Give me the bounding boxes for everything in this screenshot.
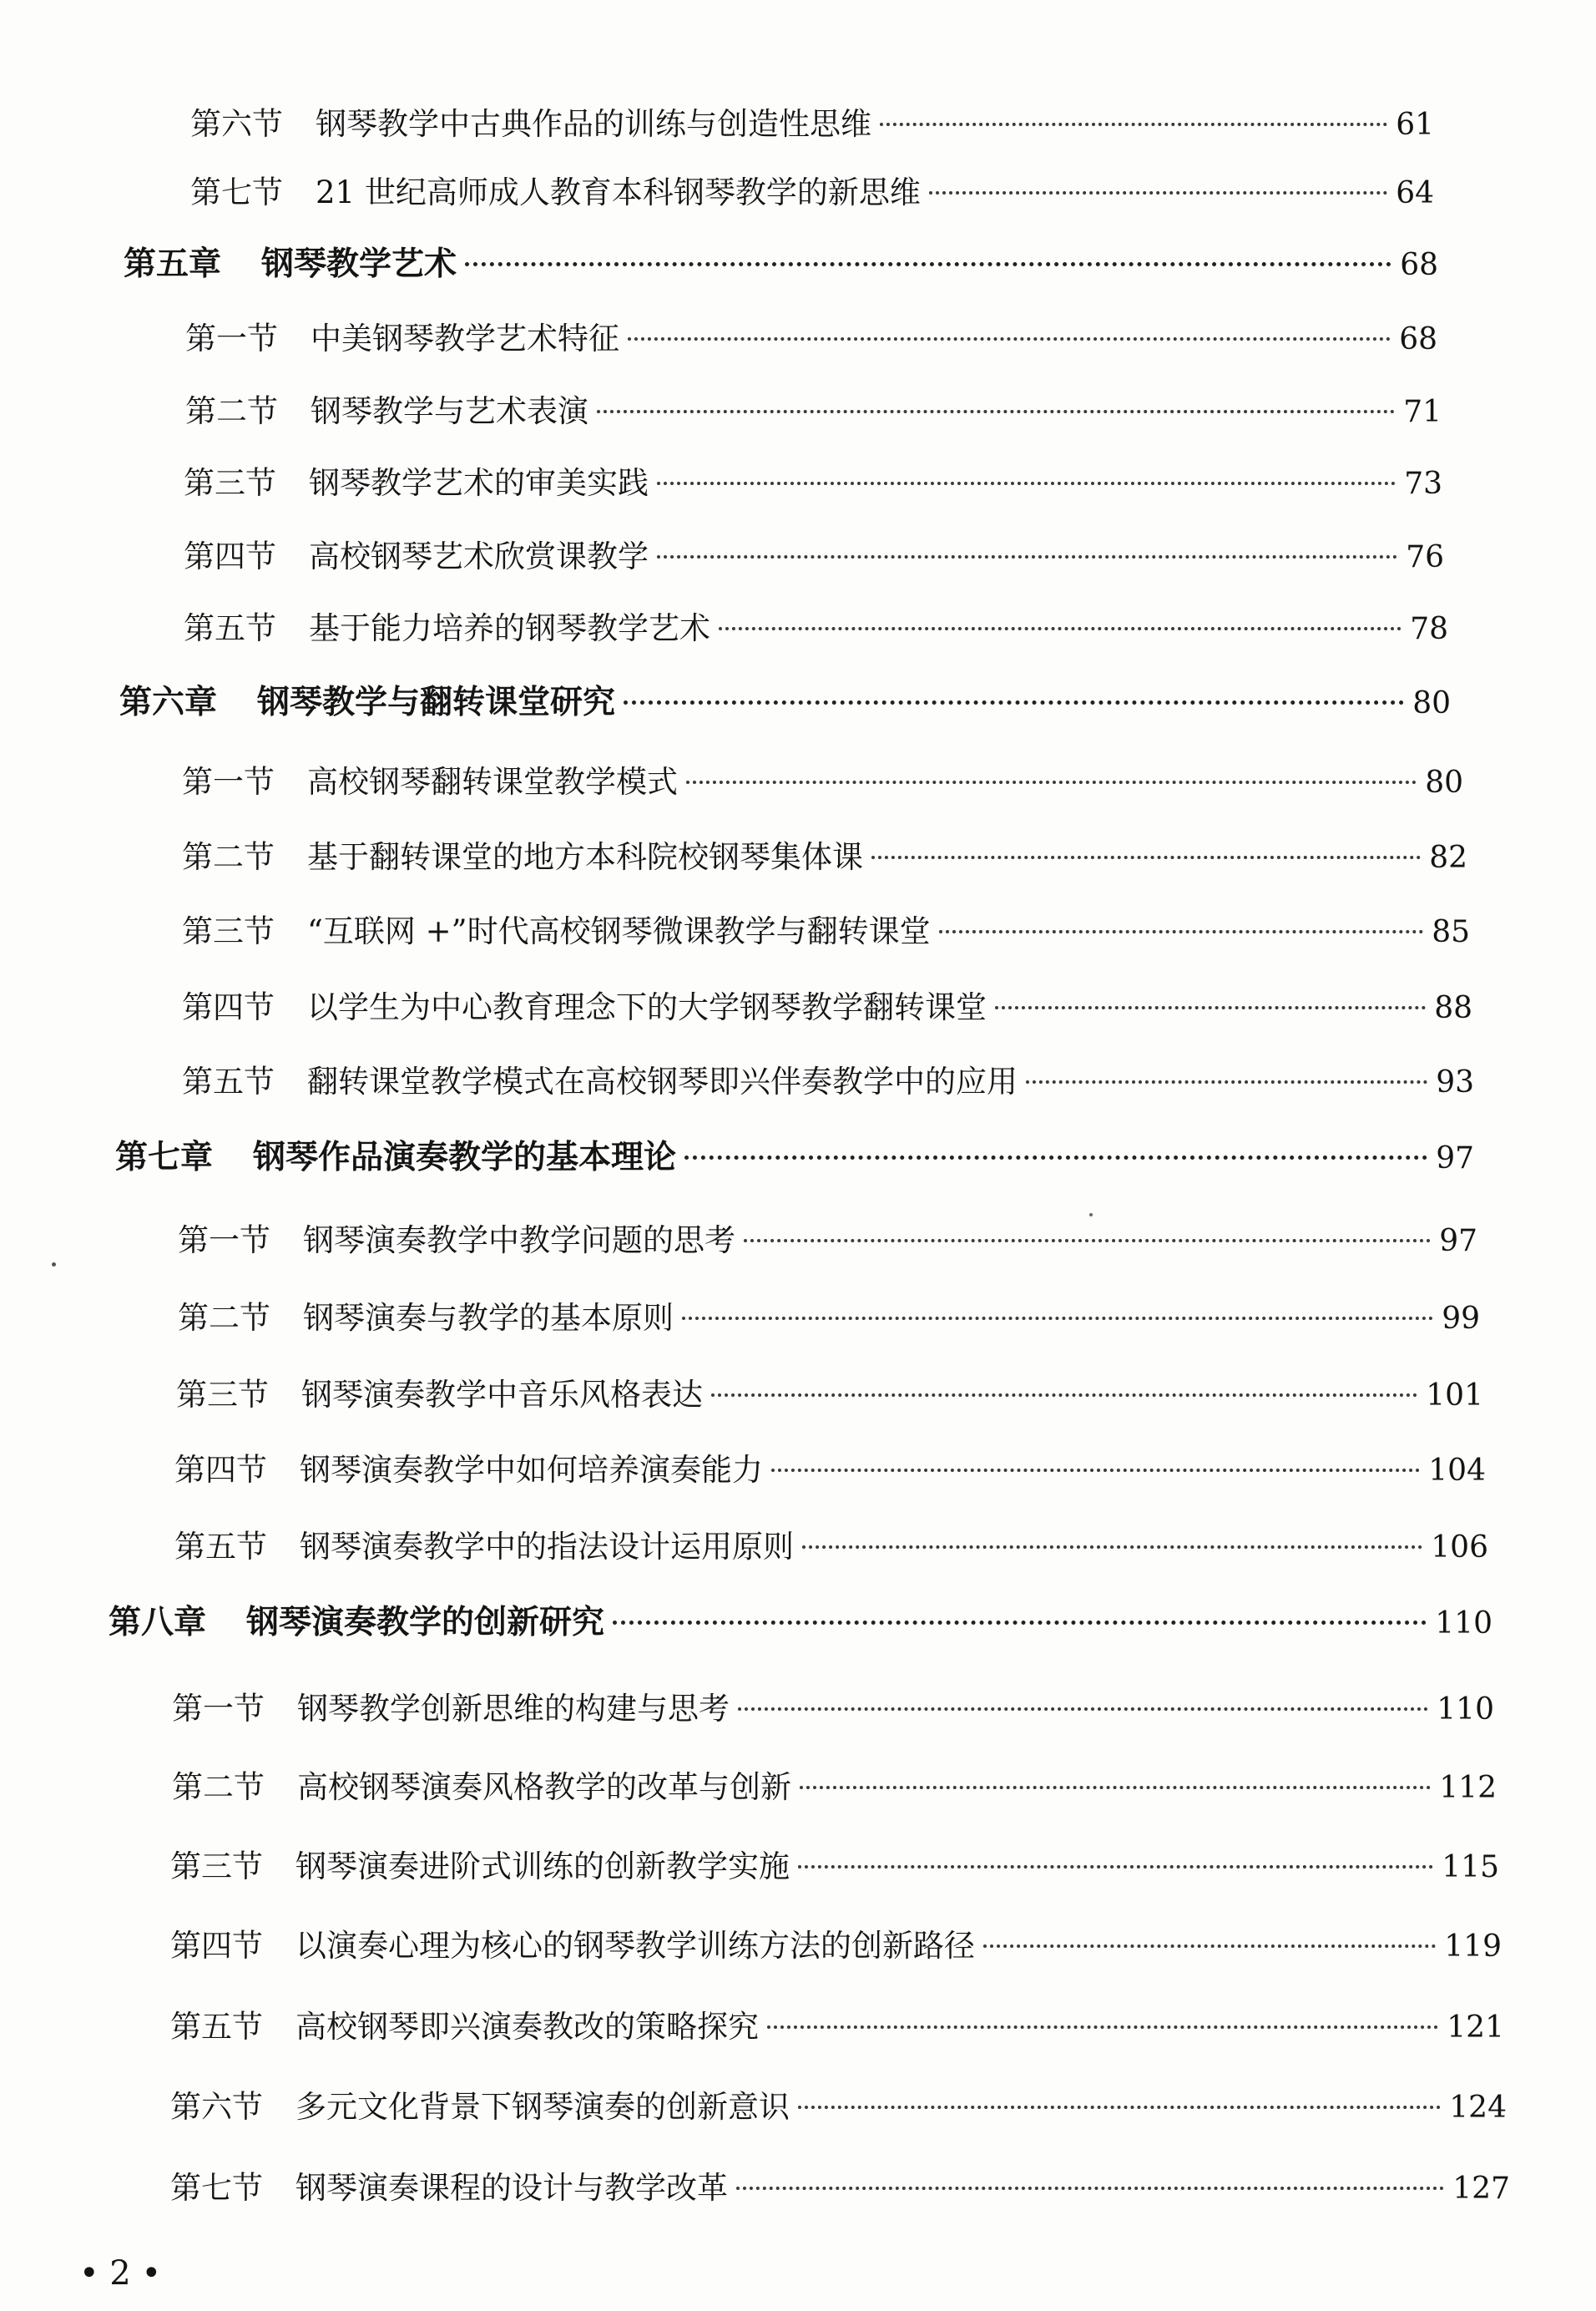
- toc-entry-section: [170, 2001, 1504, 2046]
- dot-leader: [767, 2025, 1438, 2029]
- toc-entry-title: 基于翻转课堂的地方本科院校钢琴集体课: [307, 839, 863, 875]
- toc-entry-page: 124: [1449, 2091, 1507, 2125]
- toc-entry-chapter: [119, 676, 1451, 723]
- scan-speck: [1089, 1213, 1093, 1216]
- dot-leader: [1026, 1080, 1427, 1084]
- toc-entry-label: 第四节: [184, 539, 276, 574]
- toc-entry-page: 68: [1399, 322, 1437, 357]
- toc-entry-section: [174, 1521, 1488, 1566]
- toc-entry-title: 钢琴演奏教学中的指法设计运用原则: [300, 1529, 794, 1565]
- toc-entry-page: 106: [1431, 1530, 1488, 1565]
- toc-entry-label: 第四节: [182, 989, 275, 1025]
- toc-entry-page: 101: [1426, 1378, 1483, 1413]
- dot-leader: [798, 1865, 1433, 1869]
- toc-entry-label: 第二节: [185, 393, 278, 429]
- toc-entry-label: 第八章: [109, 1604, 207, 1641]
- toc-entry-section: [170, 1920, 1502, 1965]
- dot-leader: [771, 1469, 1420, 1472]
- toc-entry-label: 第一节: [185, 321, 278, 357]
- toc-entry-label: 第七章: [115, 1139, 214, 1176]
- page-number: • 2 •: [79, 2254, 162, 2293]
- toc-entry-title: 钢琴教学艺术的审美实践: [309, 465, 649, 501]
- dot-leader: [744, 1239, 1431, 1242]
- toc-entry-page: 127: [1452, 2172, 1510, 2206]
- toc-entry-label: 第五节: [184, 610, 276, 646]
- dot-leader: [983, 1944, 1436, 1948]
- toc-entry-page: 68: [1400, 248, 1438, 282]
- dot-leader: [871, 856, 1421, 859]
- toc-entry-page: 93: [1436, 1065, 1474, 1100]
- toc-entry-page: 61: [1396, 108, 1434, 142]
- toc-entry-section: [190, 167, 1434, 212]
- toc-entry-page: 119: [1444, 1929, 1502, 1964]
- toc-entry-title: 高校钢琴翻转课堂教学模式: [307, 764, 678, 800]
- toc-entry-title: 翻转课堂教学模式在高校钢琴即兴伴奏教学中的应用: [307, 1064, 1018, 1100]
- dot-leader: [684, 1156, 1427, 1160]
- toc-entry-label: 第三节: [184, 465, 276, 501]
- toc-entry-section: [182, 756, 1463, 802]
- dot-leader: [613, 1621, 1427, 1625]
- toc-entry-section: [184, 531, 1444, 576]
- toc-entry-section: [185, 313, 1437, 358]
- dot-leader: [800, 1786, 1431, 1789]
- dot-leader: [597, 410, 1395, 413]
- toc-entry-title: 钢琴教学创新思维的构建与思考: [297, 1691, 730, 1727]
- toc-entry-section: [190, 99, 1434, 144]
- toc-entry-title: 钢琴演奏教学中教学问题的思考: [303, 1222, 735, 1258]
- toc-entry-title: 以学生为中心教育理念下的大学钢琴教学翻转课堂: [307, 989, 987, 1025]
- toc-entry-section: [174, 1444, 1486, 1489]
- dot-leader: [624, 700, 1404, 705]
- toc-entry-label: 第五节: [170, 2009, 263, 2045]
- dot-leader: [657, 482, 1396, 485]
- toc-entry-section: [182, 982, 1472, 1027]
- toc-entry-section: [185, 386, 1442, 431]
- dot-leader: [939, 930, 1424, 933]
- dot-leader: [686, 781, 1417, 784]
- dot-leader: [657, 555, 1397, 559]
- toc-entry-title: 钢琴演奏教学中音乐风格表达: [301, 1377, 703, 1413]
- toc-entry-title: 钢琴演奏教学中如何培养演奏能力: [300, 1452, 763, 1488]
- toc-entry-label: 第五节: [182, 1064, 275, 1100]
- dot-leader: [465, 262, 1391, 266]
- toc-entry-label: 第五章: [124, 245, 222, 283]
- toc-entry-title: 钢琴演奏课程的设计与教学改革: [295, 2170, 728, 2206]
- toc-entry-title: 以演奏心理为核心的钢琴教学训练方法的创新路径: [295, 1928, 975, 1964]
- toc-entry-title: 钢琴演奏教学的创新研究: [246, 1604, 605, 1641]
- toc-entry-page: 76: [1406, 540, 1444, 574]
- toc-entry-label: 第六章: [119, 684, 218, 721]
- toc-entry-label: 第三节: [170, 1848, 263, 1884]
- dot-leader: [798, 2106, 1441, 2109]
- toc-entry-chapter: [115, 1131, 1474, 1178]
- toc-entry-page: 78: [1410, 612, 1448, 646]
- toc-entry-title: 基于能力培养的钢琴教学艺术: [309, 610, 710, 646]
- toc-entry-chapter: [109, 1596, 1492, 1643]
- toc-entry-page: 110: [1437, 1692, 1494, 1727]
- toc-entry-section: [184, 458, 1442, 503]
- toc-entry-title: 钢琴教学与翻转课堂研究: [257, 684, 616, 721]
- dot-leader: [738, 1707, 1428, 1711]
- toc-entry-page: 71: [1403, 395, 1442, 429]
- toc-entry-title: 高校钢琴演奏风格教学的改革与创新: [297, 1769, 791, 1805]
- toc-entry-page: 88: [1434, 991, 1472, 1025]
- dot-leader: [802, 1545, 1422, 1549]
- dot-leader: [719, 627, 1402, 630]
- dot-leader: [995, 1006, 1426, 1009]
- toc-entry-title: 钢琴演奏进阶式训练的创新教学实施: [295, 1848, 790, 1884]
- toc-entry-section: [182, 832, 1467, 877]
- toc-entry-label: 第六节: [170, 2089, 263, 2125]
- toc-entry-label: 第二节: [178, 1300, 270, 1336]
- toc-entry-section: [182, 906, 1470, 951]
- toc-entry-title: 钢琴教学艺术: [261, 245, 457, 283]
- toc-entry-label: 第一节: [172, 1691, 265, 1727]
- dot-leader: [929, 191, 1387, 195]
- toc-entry-title: “互联网 +”时代高校钢琴微课教学与翻转课堂: [307, 913, 931, 949]
- dot-leader: [736, 2187, 1444, 2190]
- toc-entry-section: [170, 2081, 1507, 2126]
- toc-entry-label: 第二节: [172, 1769, 265, 1805]
- toc-entry-section: [170, 2162, 1510, 2207]
- toc-entry-page: 73: [1404, 467, 1442, 501]
- toc-entry-page: 85: [1432, 915, 1470, 949]
- toc-entry-title: 高校钢琴艺术欣赏课教学: [309, 539, 649, 574]
- toc-entry-label: 第二节: [182, 839, 275, 875]
- toc-entry-section: [182, 1056, 1474, 1101]
- dot-leader: [711, 1393, 1417, 1397]
- toc-entry-page: 64: [1396, 176, 1434, 210]
- toc-entry-label: 第四节: [170, 1928, 263, 1964]
- toc-entry-label: 第三节: [182, 913, 275, 949]
- toc-entry-label: 第四节: [174, 1452, 267, 1488]
- toc-entry-title: 高校钢琴即兴演奏教改的策略探究: [295, 2009, 759, 2045]
- toc-entry-title: 钢琴教学与艺术表演: [311, 393, 588, 429]
- toc-entry-label: 第一节: [182, 764, 275, 800]
- toc-entry-label: 第六节: [190, 106, 283, 142]
- dot-leader: [880, 123, 1387, 126]
- toc-entry-section: [172, 1683, 1494, 1728]
- dot-leader: [682, 1317, 1433, 1320]
- toc-entry-title: 钢琴教学中古典作品的训练与创造性思维: [316, 106, 871, 142]
- toc-entry-chapter: [124, 238, 1438, 285]
- toc-entry-title: 钢琴演奏与教学的基本原则: [303, 1300, 674, 1336]
- toc-entry-title: 中美钢琴教学艺术特征: [311, 321, 619, 357]
- toc-entry-section: [170, 1841, 1499, 1886]
- toc-entry-page: 110: [1435, 1606, 1492, 1641]
- toc-entry-section: [172, 1762, 1497, 1807]
- toc-entry-page: 80: [1425, 766, 1463, 800]
- toc-entry-page: 99: [1442, 1302, 1480, 1336]
- toc-entry-section: [178, 1215, 1477, 1260]
- toc-entry-label: 第一节: [178, 1222, 270, 1258]
- toc-entry-page: 97: [1436, 1141, 1474, 1176]
- toc-entry-label: 第五节: [174, 1529, 267, 1565]
- toc-entry-page: 112: [1439, 1771, 1497, 1805]
- toc-entry-title: 钢琴作品演奏教学的基本理论: [253, 1139, 677, 1176]
- scan-speck: [52, 1262, 56, 1267]
- toc-entry-label: 第三节: [176, 1377, 269, 1413]
- toc-entry-section: [178, 1292, 1480, 1338]
- toc-entry-title: 21 世纪高师成人教育本科钢琴教学的新思维: [316, 174, 921, 210]
- dot-leader: [628, 337, 1391, 341]
- toc-entry-page: 104: [1428, 1454, 1486, 1488]
- toc-entry-section: [176, 1369, 1483, 1414]
- toc-entry-page: 115: [1442, 1850, 1499, 1884]
- toc-entry-page: 97: [1439, 1224, 1477, 1258]
- toc-entry-label: 第七节: [190, 174, 283, 210]
- toc-entry-section: [184, 603, 1448, 648]
- toc-entry-page: 80: [1412, 686, 1451, 721]
- toc-entry-label: 第七节: [170, 2170, 263, 2206]
- toc-entry-title: 多元文化背景下钢琴演奏的创新意识: [295, 2089, 790, 2125]
- toc-entry-page: 82: [1429, 841, 1467, 875]
- toc-entry-page: 121: [1447, 2010, 1504, 2045]
